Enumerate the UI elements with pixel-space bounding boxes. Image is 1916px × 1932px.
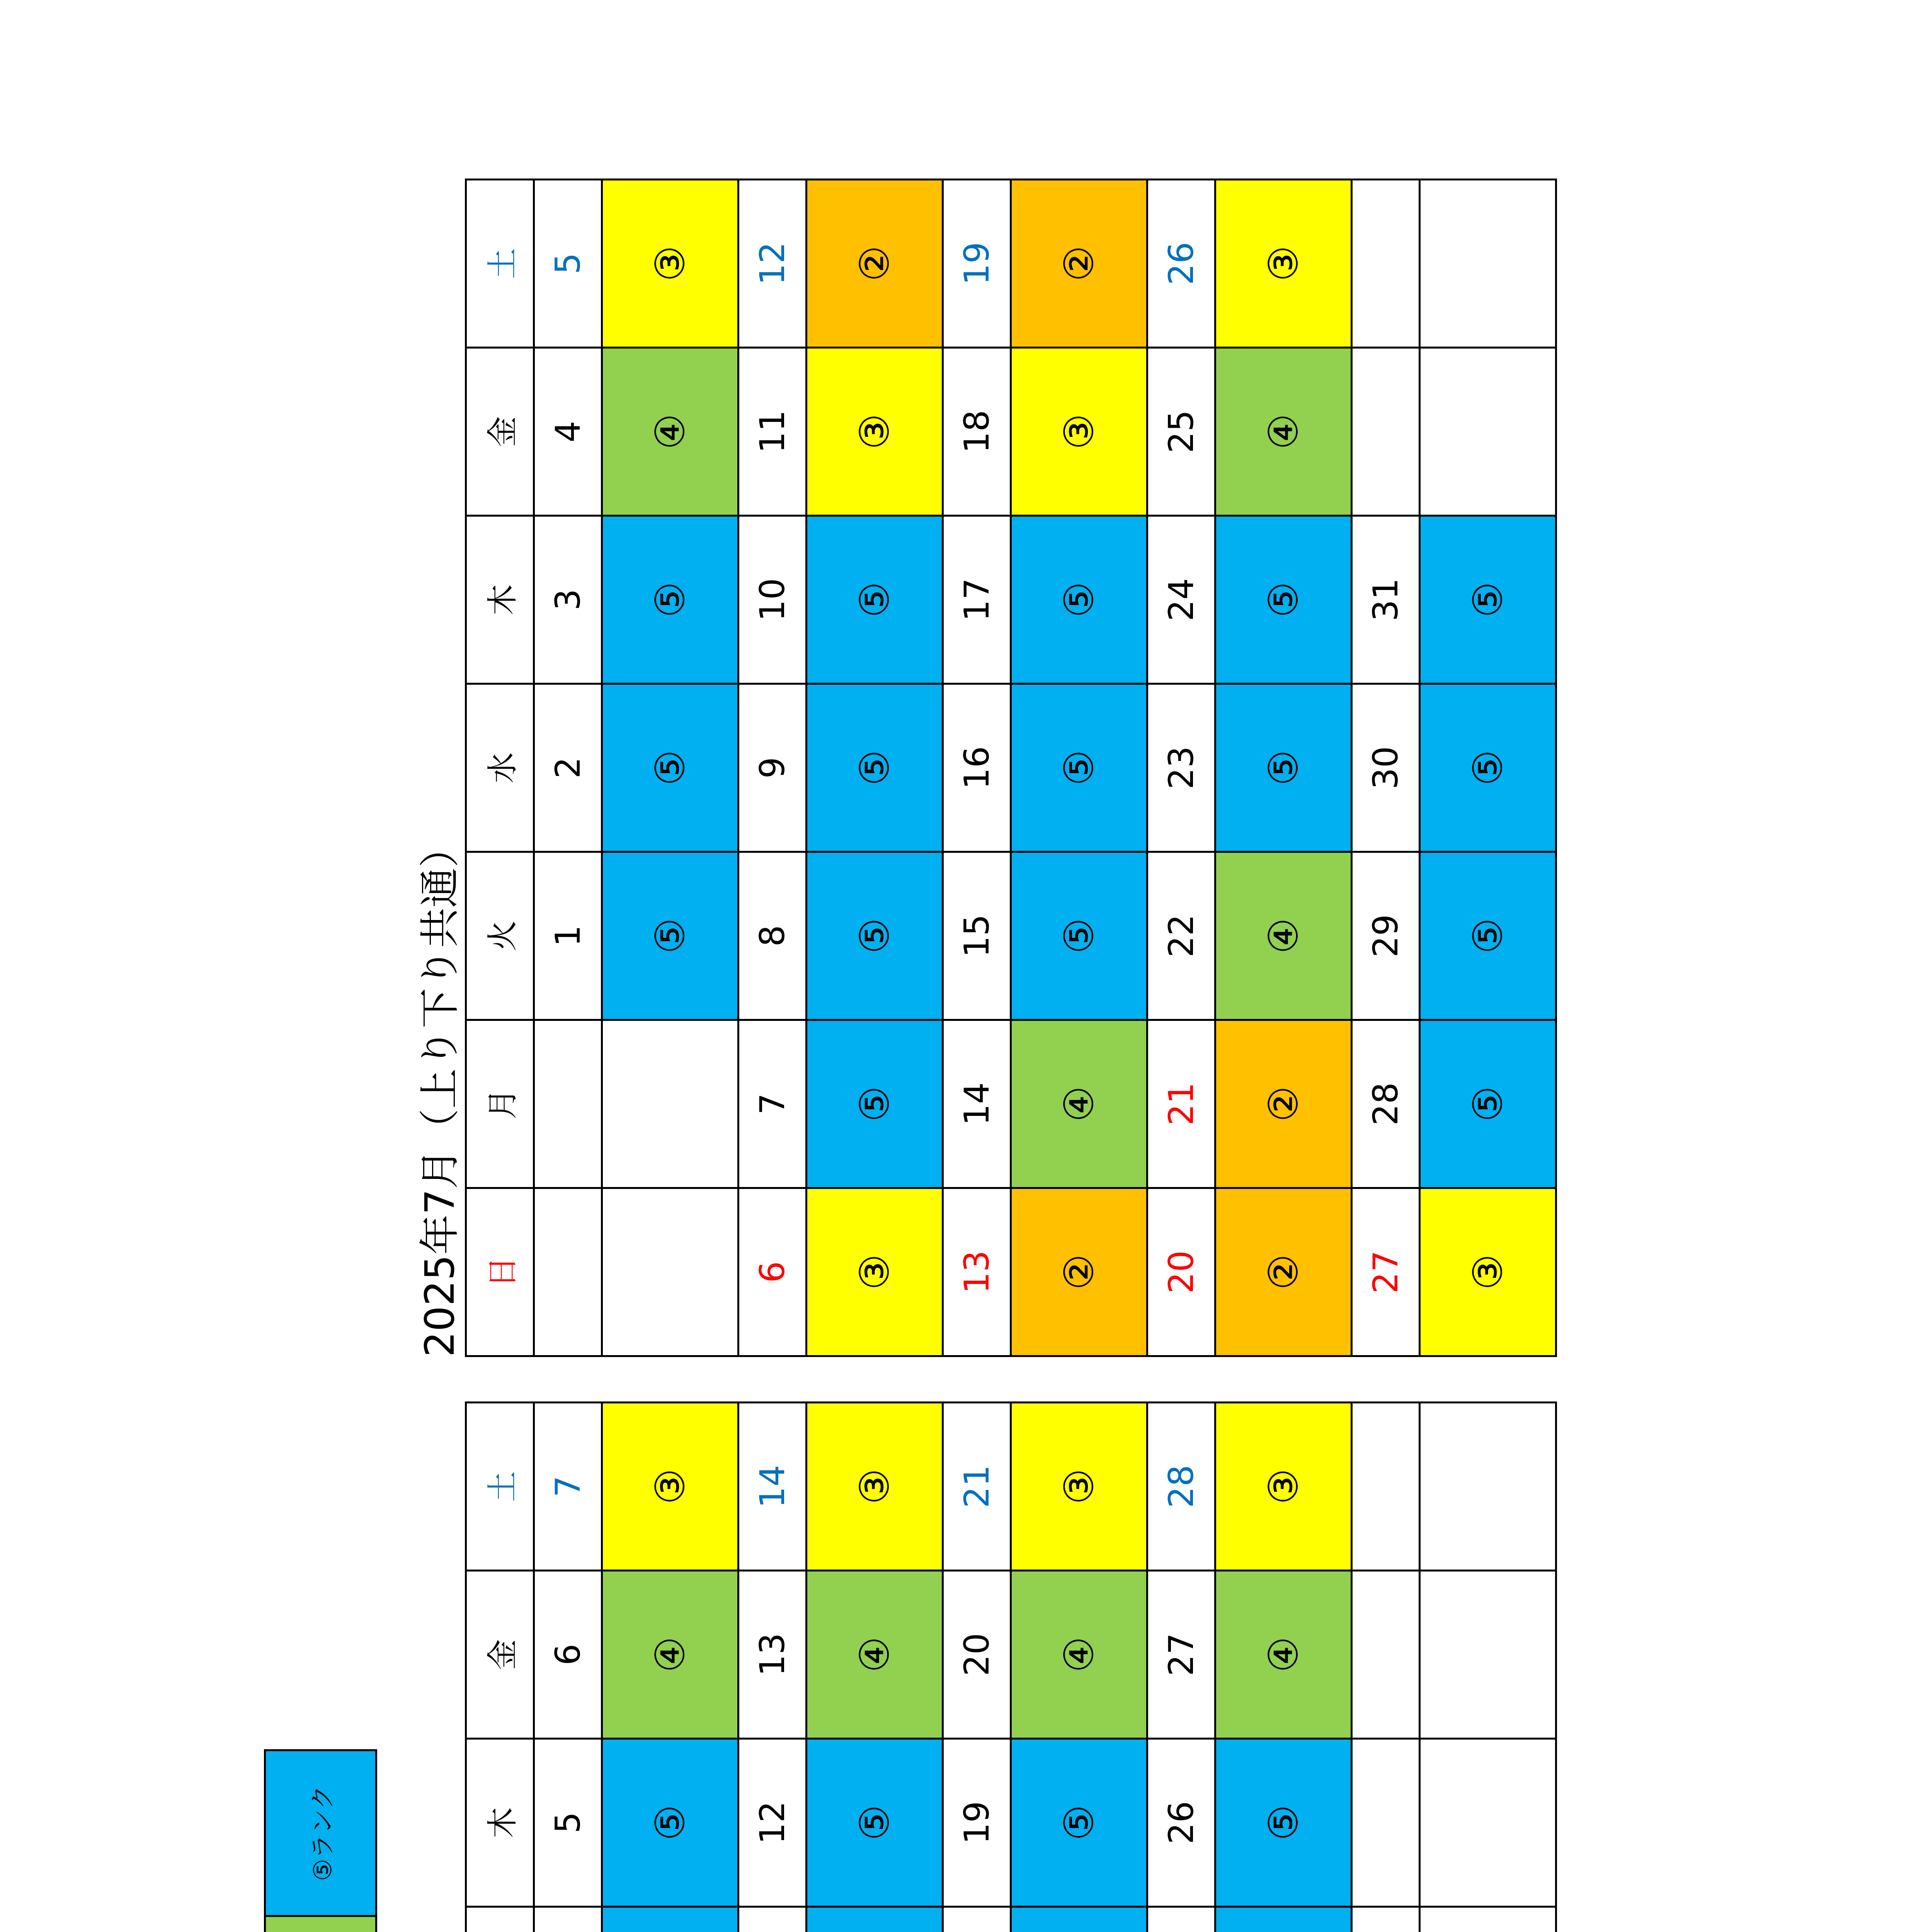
date-cell: 12 — [738, 180, 807, 348]
date-cell: 28 — [1352, 1020, 1420, 1188]
rank-cell: ④ — [1215, 348, 1352, 516]
rank-cell — [1420, 1739, 1556, 1907]
rank-row — [602, 1403, 738, 1932]
date-row — [1352, 180, 1420, 1356]
weekday-header-cell: 火 — [466, 852, 534, 1020]
date-cell: 26 — [1147, 180, 1215, 348]
weekday-header-cell: 木 — [466, 516, 534, 684]
rank-cell: ③ — [602, 180, 738, 348]
rank-cell: ② — [1215, 1020, 1352, 1188]
date-cell: 16 — [943, 684, 1011, 852]
date-cell: 5 — [534, 1739, 602, 1907]
month-title: 2025年7月（上り下り共通） — [416, 827, 463, 1357]
rank-cell — [1215, 1907, 1352, 1932]
date-cell — [534, 1907, 602, 1932]
rank-cell — [602, 1020, 738, 1188]
rank-cell — [1420, 180, 1556, 348]
date-cell: 26 — [1147, 1739, 1215, 1907]
rank-row — [1420, 1403, 1556, 1932]
rank-row — [602, 180, 738, 1356]
date-cell: 14 — [943, 1020, 1011, 1188]
date-cell: 14 — [738, 1403, 807, 1571]
rank-cell: ④ — [1011, 1020, 1147, 1188]
rank-cell: ⑤ — [1420, 516, 1556, 684]
date-cell: 8 — [738, 852, 807, 1020]
date-cell: 13 — [943, 1188, 1011, 1356]
rank-cell: ④ — [1215, 1571, 1352, 1739]
rank-cell: ③ — [1215, 1403, 1352, 1571]
date-cell: 23 — [1147, 684, 1215, 852]
rank-cell: ⑤ — [807, 1739, 943, 1907]
date-cell: 29 — [1352, 852, 1420, 1020]
rank-row — [1420, 180, 1556, 1356]
rank-cell: ④ — [1011, 1571, 1147, 1739]
rank-cell: ⑤ — [1420, 1020, 1556, 1188]
rank-cell: ③ — [807, 348, 943, 516]
date-cell: 27 — [1147, 1571, 1215, 1739]
date-cell — [1352, 348, 1420, 516]
date-cell — [943, 1907, 1011, 1932]
date-cell: 21 — [943, 1403, 1011, 1571]
rank-cell: ⑤ — [807, 1020, 943, 1188]
rank-cell: ⑤ — [1420, 852, 1556, 1020]
date-cell: 3 — [534, 516, 602, 684]
date-cell: 30 — [1352, 684, 1420, 852]
date-cell: 21 — [1147, 1020, 1215, 1188]
rank-cell: ② — [1011, 1188, 1147, 1356]
rank-cell: ⑤ — [1011, 1739, 1147, 1907]
rank-row — [1011, 1403, 1147, 1932]
rank-cell: ⑤ — [1215, 684, 1352, 852]
date-cell: 18 — [943, 348, 1011, 516]
legend-item — [266, 1915, 375, 1932]
date-cell — [738, 1907, 807, 1932]
date-cell: 25 — [1147, 348, 1215, 516]
date-cell: 31 — [1352, 516, 1420, 684]
date-cell: 27 — [1352, 1188, 1420, 1356]
weekday-header-cell: 土 — [466, 1403, 534, 1571]
date-cell: 2 — [534, 684, 602, 852]
date-cell: 10 — [738, 516, 807, 684]
date-cell: 19 — [943, 1739, 1011, 1907]
rank-cell: ③ — [807, 1188, 943, 1356]
date-row — [943, 180, 1011, 1356]
date-cell: 13 — [738, 1571, 807, 1739]
month-calendar-july — [415, 179, 1557, 1357]
rank-cell: ③ — [602, 1403, 738, 1571]
calendar-table — [465, 179, 1557, 1357]
rank-cell — [602, 1907, 738, 1932]
weekday-header-row — [466, 180, 534, 1356]
date-cell: 24 — [1147, 516, 1215, 684]
rank-row — [807, 1403, 943, 1932]
rank-cell: ⑤ — [1215, 1739, 1352, 1907]
date-cell: 5 — [534, 180, 602, 348]
date-row — [943, 1403, 1011, 1932]
rank-cell: ⑤ — [807, 852, 943, 1020]
date-cell: 7 — [738, 1020, 807, 1188]
date-row — [1147, 1403, 1215, 1932]
rank-cell: ④ — [602, 1571, 738, 1739]
rank-cell: ② — [807, 180, 943, 348]
date-cell — [534, 1020, 602, 1188]
date-row — [1147, 180, 1215, 1356]
weekday-header-cell: 土 — [466, 180, 534, 348]
date-cell: 15 — [943, 852, 1011, 1020]
rank-cell: ⑤ — [1011, 516, 1147, 684]
rank-cell: ⑤ — [1420, 684, 1556, 852]
legend-item: ⑤ランク — [266, 1751, 375, 1915]
rank-cell: ⑤ — [807, 516, 943, 684]
date-row — [738, 180, 807, 1356]
date-cell: 9 — [738, 684, 807, 852]
rank-cell: ⑤ — [807, 684, 943, 852]
rank-cell: ⑤ — [1215, 516, 1352, 684]
rank-row — [807, 180, 943, 1356]
rank-cell — [807, 1907, 943, 1932]
date-cell: 6 — [738, 1188, 807, 1356]
rank-cell — [602, 1188, 738, 1356]
date-row — [738, 1403, 807, 1932]
weekday-header-cell: 日 — [466, 1188, 534, 1356]
rank-cell: ⑤ — [602, 852, 738, 1020]
date-row — [534, 1403, 602, 1932]
date-row — [1352, 1403, 1420, 1932]
date-cell — [1352, 1571, 1420, 1739]
date-cell: 22 — [1147, 852, 1215, 1020]
date-cell: 20 — [1147, 1188, 1215, 1356]
weekday-header-cell: 金 — [466, 348, 534, 516]
date-cell — [1147, 1907, 1215, 1932]
rank-cell: ④ — [602, 348, 738, 516]
rank-cell: ⑤ — [1011, 684, 1147, 852]
rank-cell: ② — [1011, 180, 1147, 348]
rank-cell: ③ — [1420, 1188, 1556, 1356]
rank-cell: ⑤ — [602, 516, 738, 684]
rank-cell: ③ — [807, 1403, 943, 1571]
rank-row — [1215, 180, 1352, 1356]
weekday-header-row — [466, 1403, 534, 1932]
rank-cell — [1420, 1571, 1556, 1739]
rank-row — [1011, 180, 1147, 1356]
date-cell: 6 — [534, 1571, 602, 1739]
weekday-header-cell: 水 — [466, 684, 534, 852]
date-cell: 17 — [943, 516, 1011, 684]
date-cell — [1352, 1403, 1420, 1571]
calendar-table — [465, 1401, 1557, 1932]
rank-cell: ④ — [1215, 852, 1352, 1020]
date-row — [534, 180, 602, 1356]
date-cell: 12 — [738, 1739, 807, 1907]
rank-cell: ⑤ — [602, 684, 738, 852]
weekday-header-cell — [466, 1907, 534, 1932]
rank-cell: ③ — [1215, 180, 1352, 348]
rank-cell: ⑤ — [602, 1739, 738, 1907]
rank-cell — [1420, 1907, 1556, 1932]
date-cell: 19 — [943, 180, 1011, 348]
date-cell — [1352, 180, 1420, 348]
rank-cell — [1011, 1907, 1147, 1932]
month-calendar-june — [415, 1401, 1557, 1932]
month-title — [415, 1401, 465, 1932]
rank-row — [1215, 1403, 1352, 1932]
date-cell: 4 — [534, 348, 602, 516]
weekday-header-cell: 金 — [466, 1571, 534, 1739]
date-cell — [1352, 1907, 1420, 1932]
rank-cell: ② — [1215, 1188, 1352, 1356]
weekday-header-cell: 月 — [466, 1020, 534, 1188]
date-cell — [1352, 1739, 1420, 1907]
rank-cell — [1420, 1403, 1556, 1571]
rank-cell: ④ — [807, 1571, 943, 1739]
date-cell: 20 — [943, 1571, 1011, 1739]
rank-legend — [264, 1749, 377, 1932]
rank-cell: ⑤ — [1011, 852, 1147, 1020]
date-cell: 28 — [1147, 1403, 1215, 1571]
date-cell: 11 — [738, 348, 807, 516]
date-cell — [534, 1188, 602, 1356]
rank-cell: ③ — [1011, 1403, 1147, 1571]
rank-cell — [1420, 348, 1556, 516]
date-cell: 7 — [534, 1403, 602, 1571]
date-cell: 1 — [534, 852, 602, 1020]
weekday-header-cell: 木 — [466, 1739, 534, 1907]
rank-cell: ③ — [1011, 348, 1147, 516]
